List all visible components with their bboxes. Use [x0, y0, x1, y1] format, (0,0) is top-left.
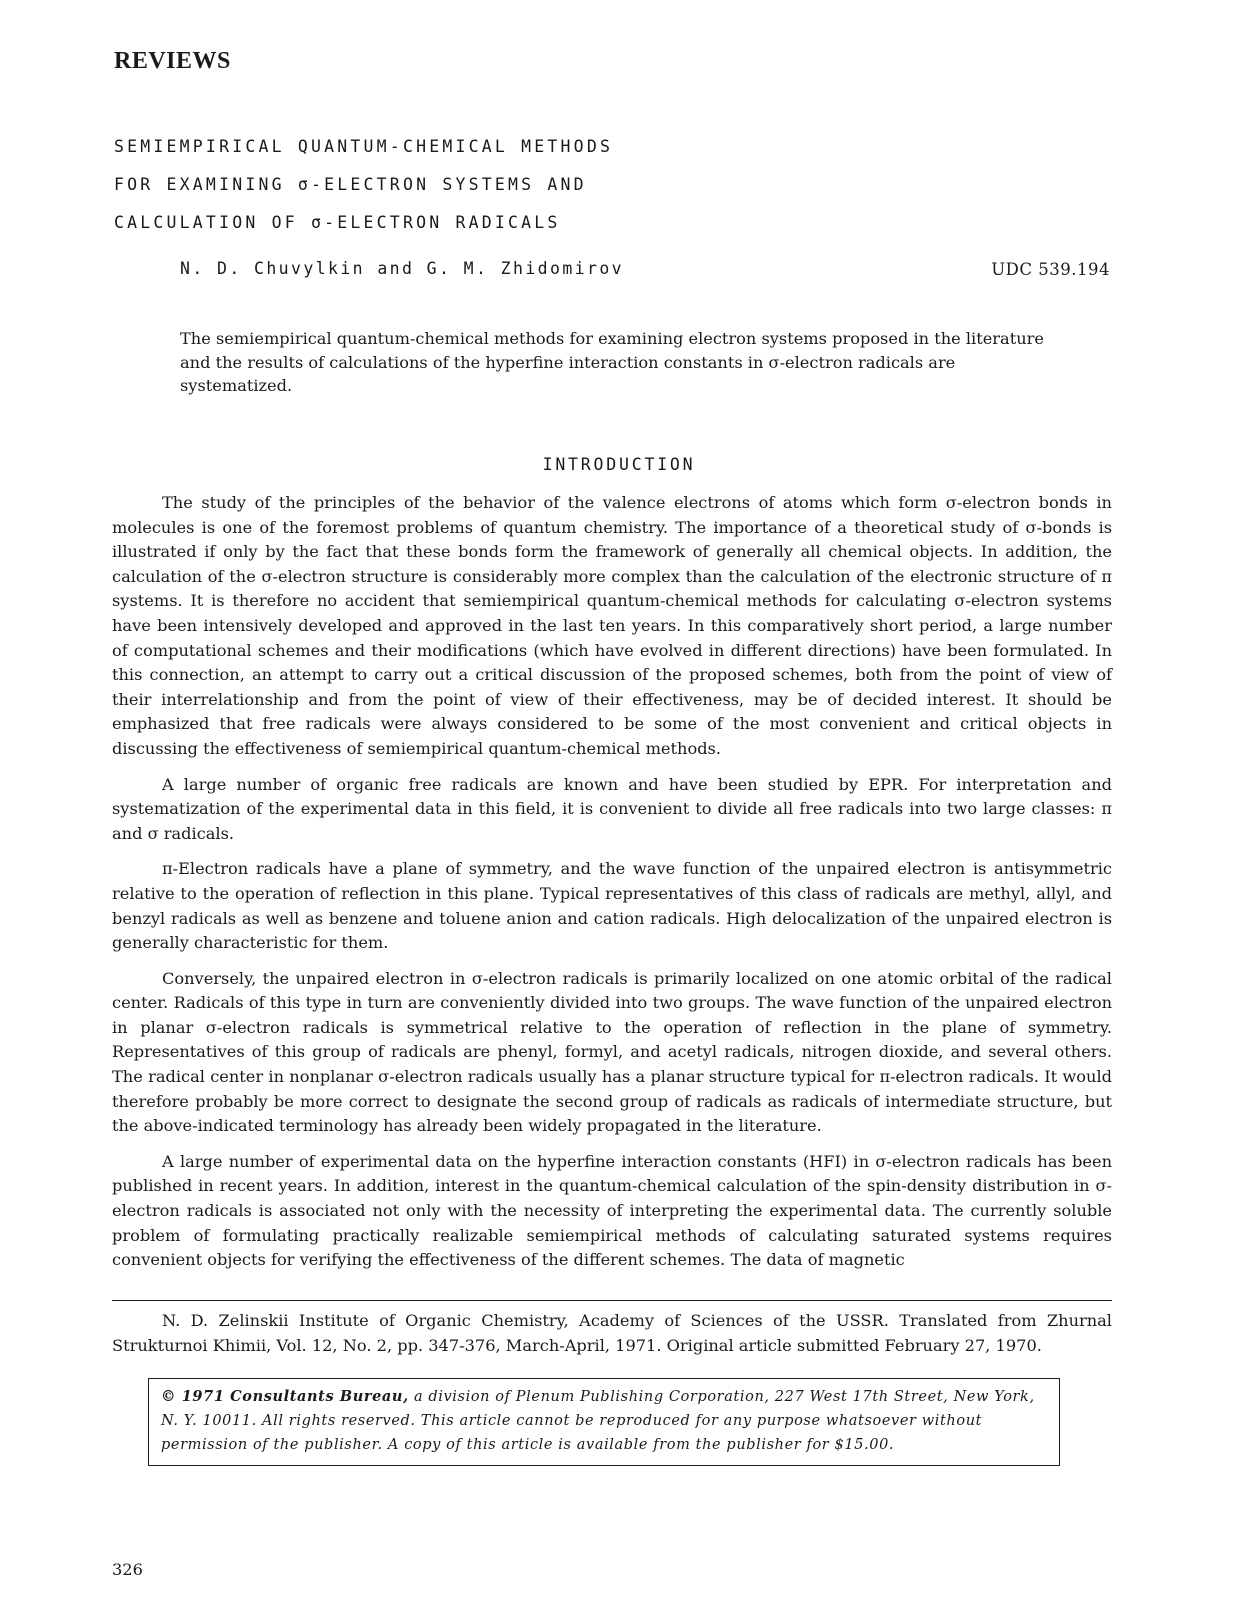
footnote: N. D. Zelinskii Institute of Organic Chemistry, Academy of Sciences of the USSR. Translated from Zhurnal Strukturnoi Khimii, Vol. 12, No. 2, pp. 347-376, March-April, 1971. Original article submitted February 27, 1970.: [112, 1311, 1112, 1355]
footnote-divider: [112, 1300, 1112, 1301]
body-paragraph: π-Electron radicals have a plane of symmetry, and the wave function of the unpaired electron is antisymmetric relative to the operation of reflection in this plane. Typical representatives of this class of radicals are methyl, allyl, and benzyl radicals as well as benzene and toluene anion and cation radicals. High delocalization of the unpaired electron is generally characteristic for them.: [112, 859, 1112, 953]
title-line: CALCULATION OF σ-ELECTRON RADICALS: [114, 213, 561, 232]
copyright-holder: © 1971 Consultants Bureau,: [161, 1388, 409, 1405]
copyright-notice: [148, 1378, 1060, 1466]
body-paragraph: A large number of organic free radicals are known and have been studied by EPR. For interpretation and systematization of the experimental data in this field, it is convenient to divide all free radicals into two large classes: π and σ radicals.: [112, 774, 1112, 843]
section-label: REVIEWS: [114, 48, 231, 74]
body-text: [112, 491, 1112, 1284]
body-paragraph: The study of the principles of the behavior of the valence electrons of atoms which form σ-electron bonds in molecules is one of the foremost problems of quantum chemistry. The importance of a theoretical study of σ-bonds is illustrated if only by the fact that these bonds form the framework of generally all chemical objects. In addition, the calculation of the σ-electron structure is considerably more complex than the calculation of the electronic structure of π systems. It is therefore no accident that semiempirical quantum-chemical methods for calculating σ-electron systems have been intensively developed and approved in the last ten years. In this comparatively short period, a large number of computational schemes and their modifications (which have evolved in different directions) have been formulated. In this connection, an attempt to carry out a critical discussion of the proposed schemes, both from the point of view of their interrelationship and from the point of view of their effectiveness, may be of decided interest. It should be emphasized that free radicals were always considered to be some of the most convenient and critical objects in discussing the effectiveness of semiempirical quantum-chemical methods.: [112, 493, 1112, 758]
body-paragraph: Conversely, the unpaired electron in σ-electron radicals is primarily localized on one atomic orbital of the radical center. Radicals of this type in turn are conveniently divided into two groups. The wave function of the unpaired electron in planar σ-electron radicals is symmetrical relative to the operation of reflection in the plane of symmetry. Representatives of this group of radicals are phenyl, formyl, and acetyl radicals, nitrogen dioxide, and several others. The radical center in nonplanar σ-electron radicals usually has a planar structure typical for π-electron radicals. It would therefore probably be more correct to designate the second group of radicals as radicals of intermediate structure, but the above-indicated terminology has already been widely propagated in the literature.: [112, 968, 1112, 1136]
title-line: SEMIEMPIRICAL QUANTUM-CHEMICAL METHODS: [114, 137, 614, 156]
body-paragraph: A large number of experimental data on the hyperfine interaction constants (HFI) in σ-electron radicals has been published in recent years. In addition, interest in the quantum-chemical calculation of the spin-density distribution in σ-electron radicals is associated not only with the necessity of interpreting the experimental data. The currently soluble problem of formulating practically realizable semiempirical methods of calculating saturated systems requires convenient objects for verifying the effectiveness of the different schemes. The data of magnetic: [112, 1151, 1112, 1270]
page-number: 326: [112, 1560, 143, 1579]
abstract: The semiempirical quantum-chemical methods for examining electron systems proposed in the literature and the results of calculations of the hyperfine interaction constants in σ-electron radicals are systematized.: [180, 329, 1044, 395]
article-title: [114, 128, 613, 242]
copyright-text: a division of Plenum Publishing Corporation, 227 West 17th Street, New York, N. Y. 10011. All rights reserved. This article cannot be reproduced for any purpose whatsoever without permission of the publisher. A copy of this article is available from the publisher for $15.00.: [161, 1389, 1035, 1453]
title-line: FOR EXAMINING σ-ELECTRON SYSTEMS AND: [114, 175, 587, 194]
section-heading-introduction: INTRODUCTION: [542, 455, 696, 474]
udc-code: UDC 539.194: [991, 260, 1110, 279]
author-list: N. D. Chuvylkin and G. M. Zhidomirov: [180, 259, 625, 278]
